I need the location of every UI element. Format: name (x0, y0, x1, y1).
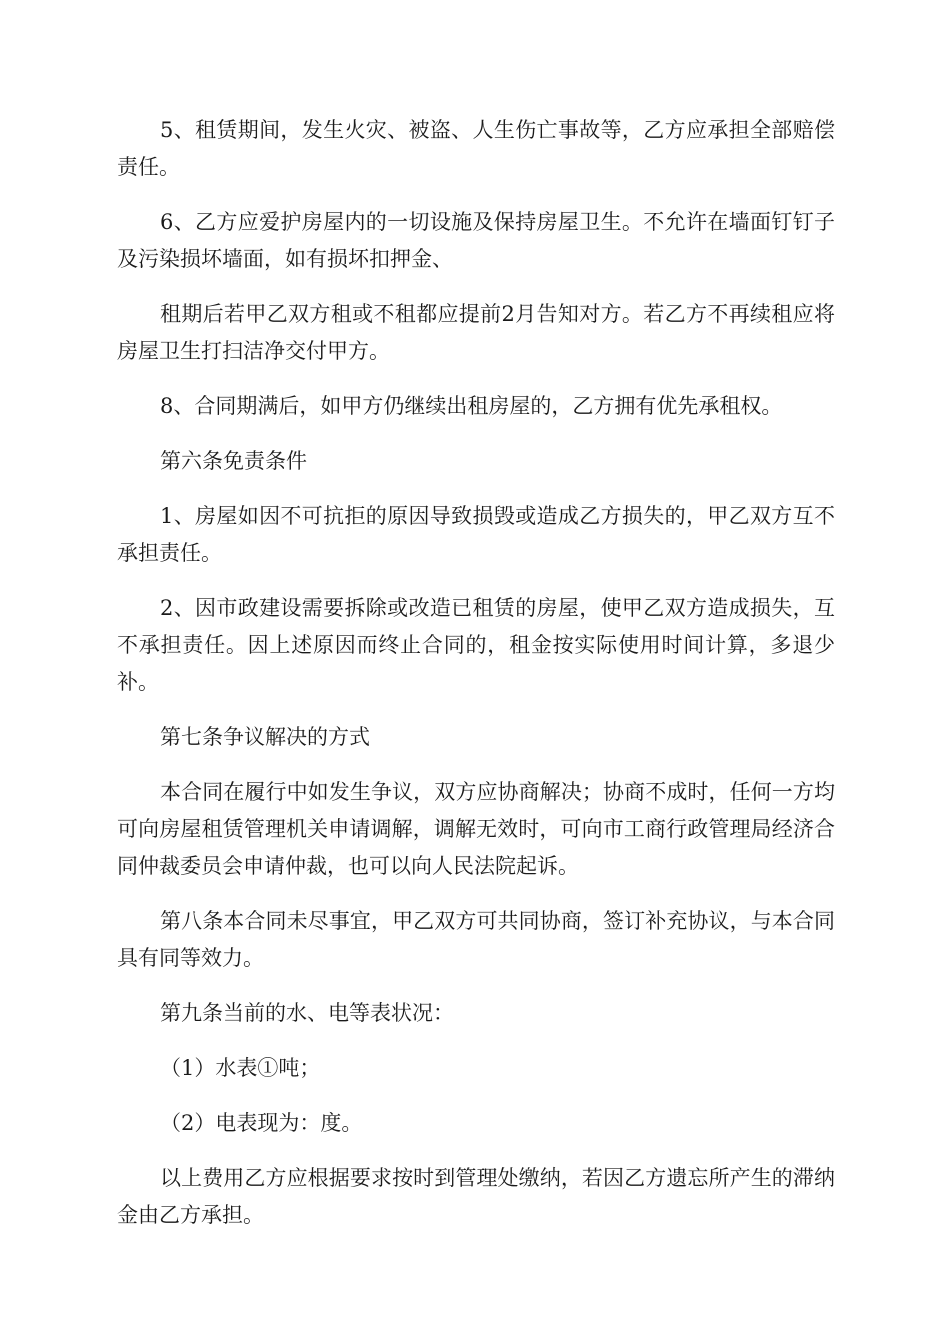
article-6-item-1: 1、房屋如因不可抗拒的原因导致损毁或造成乙方损失的，甲乙双方互不承担责任。 (117, 504, 835, 565)
electric-meter-item: （2）电表现为：度。 (160, 1111, 363, 1135)
clause-8-paragraph: 8、合同期满后，如甲方仍继续出租房屋的，乙方拥有优先承租权。 (160, 394, 783, 418)
document-body (117, 112, 835, 1252)
clause-6-paragraph: 6、乙方应爱护房屋内的一切设施及保持房屋卫生。不允许在墙面钉钉子及污染损坏墙面，如有损坏扣押金、 (117, 210, 835, 271)
article-7-heading: 第七条争议解决的方式 (160, 725, 370, 749)
fee-payment-paragraph: 以上费用乙方应根据要求按时到管理处缴纳，若因乙方遗忘所产生的滞纳金由乙方承担。 (117, 1166, 835, 1227)
clause-5-paragraph: 5、租赁期间，发生火灾、被盗、人生伤亡事故等，乙方应承担全部赔偿责任。 (117, 118, 835, 179)
article-9-heading: 第九条当前的水、电等表状况： (160, 1001, 454, 1025)
lease-end-notice-paragraph: 租期后若甲乙双方租或不租都应提前2月告知对方。若乙方不再续租应将房屋卫生打扫洁净交付甲方。 (117, 302, 835, 363)
article-7-body: 本合同在履行中如发生争议，双方应协商解决；协商不成时，任何一方均可向房屋租赁管理机关申请调解，调解无效时，可向市工商行政管理局经济合同仲裁委员会申请仲裁，也可以向人民法院起诉。 (117, 780, 835, 878)
article-8-paragraph: 第八条本合同未尽事宜，甲乙双方可共同协商，签订补充协议，与本合同具有同等效力。 (117, 909, 835, 970)
article-6-heading: 第六条免责条件 (160, 449, 307, 473)
article-6-item-2: 2、因市政建设需要拆除或改造已租赁的房屋，使甲乙双方造成损失，互不承担责任。因上述原因而终止合同的，租金按实际使用时间计算，多退少补。 (117, 596, 835, 694)
water-meter-item: （1）水表①吨； (160, 1056, 321, 1080)
